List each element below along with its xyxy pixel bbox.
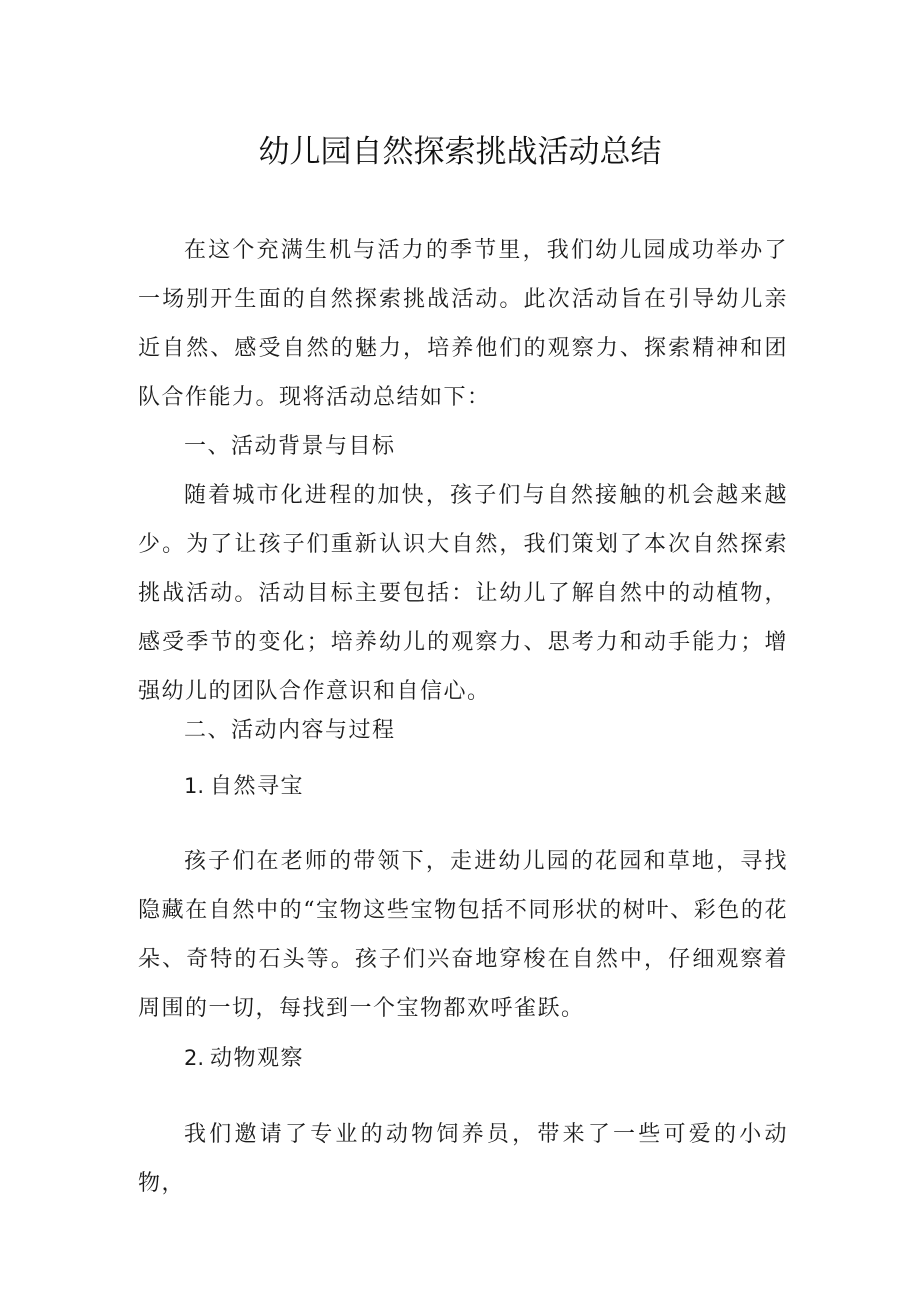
subsection-number: 1. <box>184 774 205 798</box>
animal-observation-paragraph: 我们邀请了专业的动物饲养员，带来了一些可爱的小动物， <box>138 1122 788 1196</box>
section-background-goals-paragraph: 随着城市化进程的加快，孩子们与自然接触的机会越来越少。为了让孩子们重新认识大自然，我们策划了本次自然探索挑战活动。活动目标主要包括：让幼儿了解自然中的动植物，感受季节的变化；培养幼儿的观察力、思考力和动手能力；增强幼儿的团队合作意识和自信心。 <box>138 483 788 704</box>
subsection-heading-animal-observation <box>184 1034 784 1083</box>
nature-treasure-hunt-paragraph: 孩子们在老师的带领下，走进幼儿园的花园和草地，寻找隐藏在自然中的“宝物这些宝物包括不同形状的树叶、彩色的花朵、奇特的石头等。孩子们兴奋地穿梭在自然中，仔细观察着周围的一切，每找到一个宝物都欢呼雀跃。 <box>138 849 788 1021</box>
subsection-number: 2. <box>184 1046 205 1070</box>
section-heading-content-process: 二、活动内容与过程 <box>184 718 396 743</box>
intro-paragraph: 在这个充满生机与活力的季节里，我们幼儿园成功举办了一场别开生面的自然探索挑战活动。此次活动旨在引导幼儿亲近自然、感受自然的魅力，培养他们的观察力、探索精神和团队合作能力。现将活动总结如下： <box>138 238 788 410</box>
subsection-heading-nature-treasure-hunt <box>184 762 784 811</box>
document-title: 幼儿园自然探索挑战活动总结 <box>258 134 662 170</box>
subsection-title: 自然寻宝 <box>210 774 305 799</box>
section-heading-background-goals: 一、活动背景与目标 <box>184 434 396 459</box>
subsection-title: 动物观察 <box>210 1046 305 1071</box>
